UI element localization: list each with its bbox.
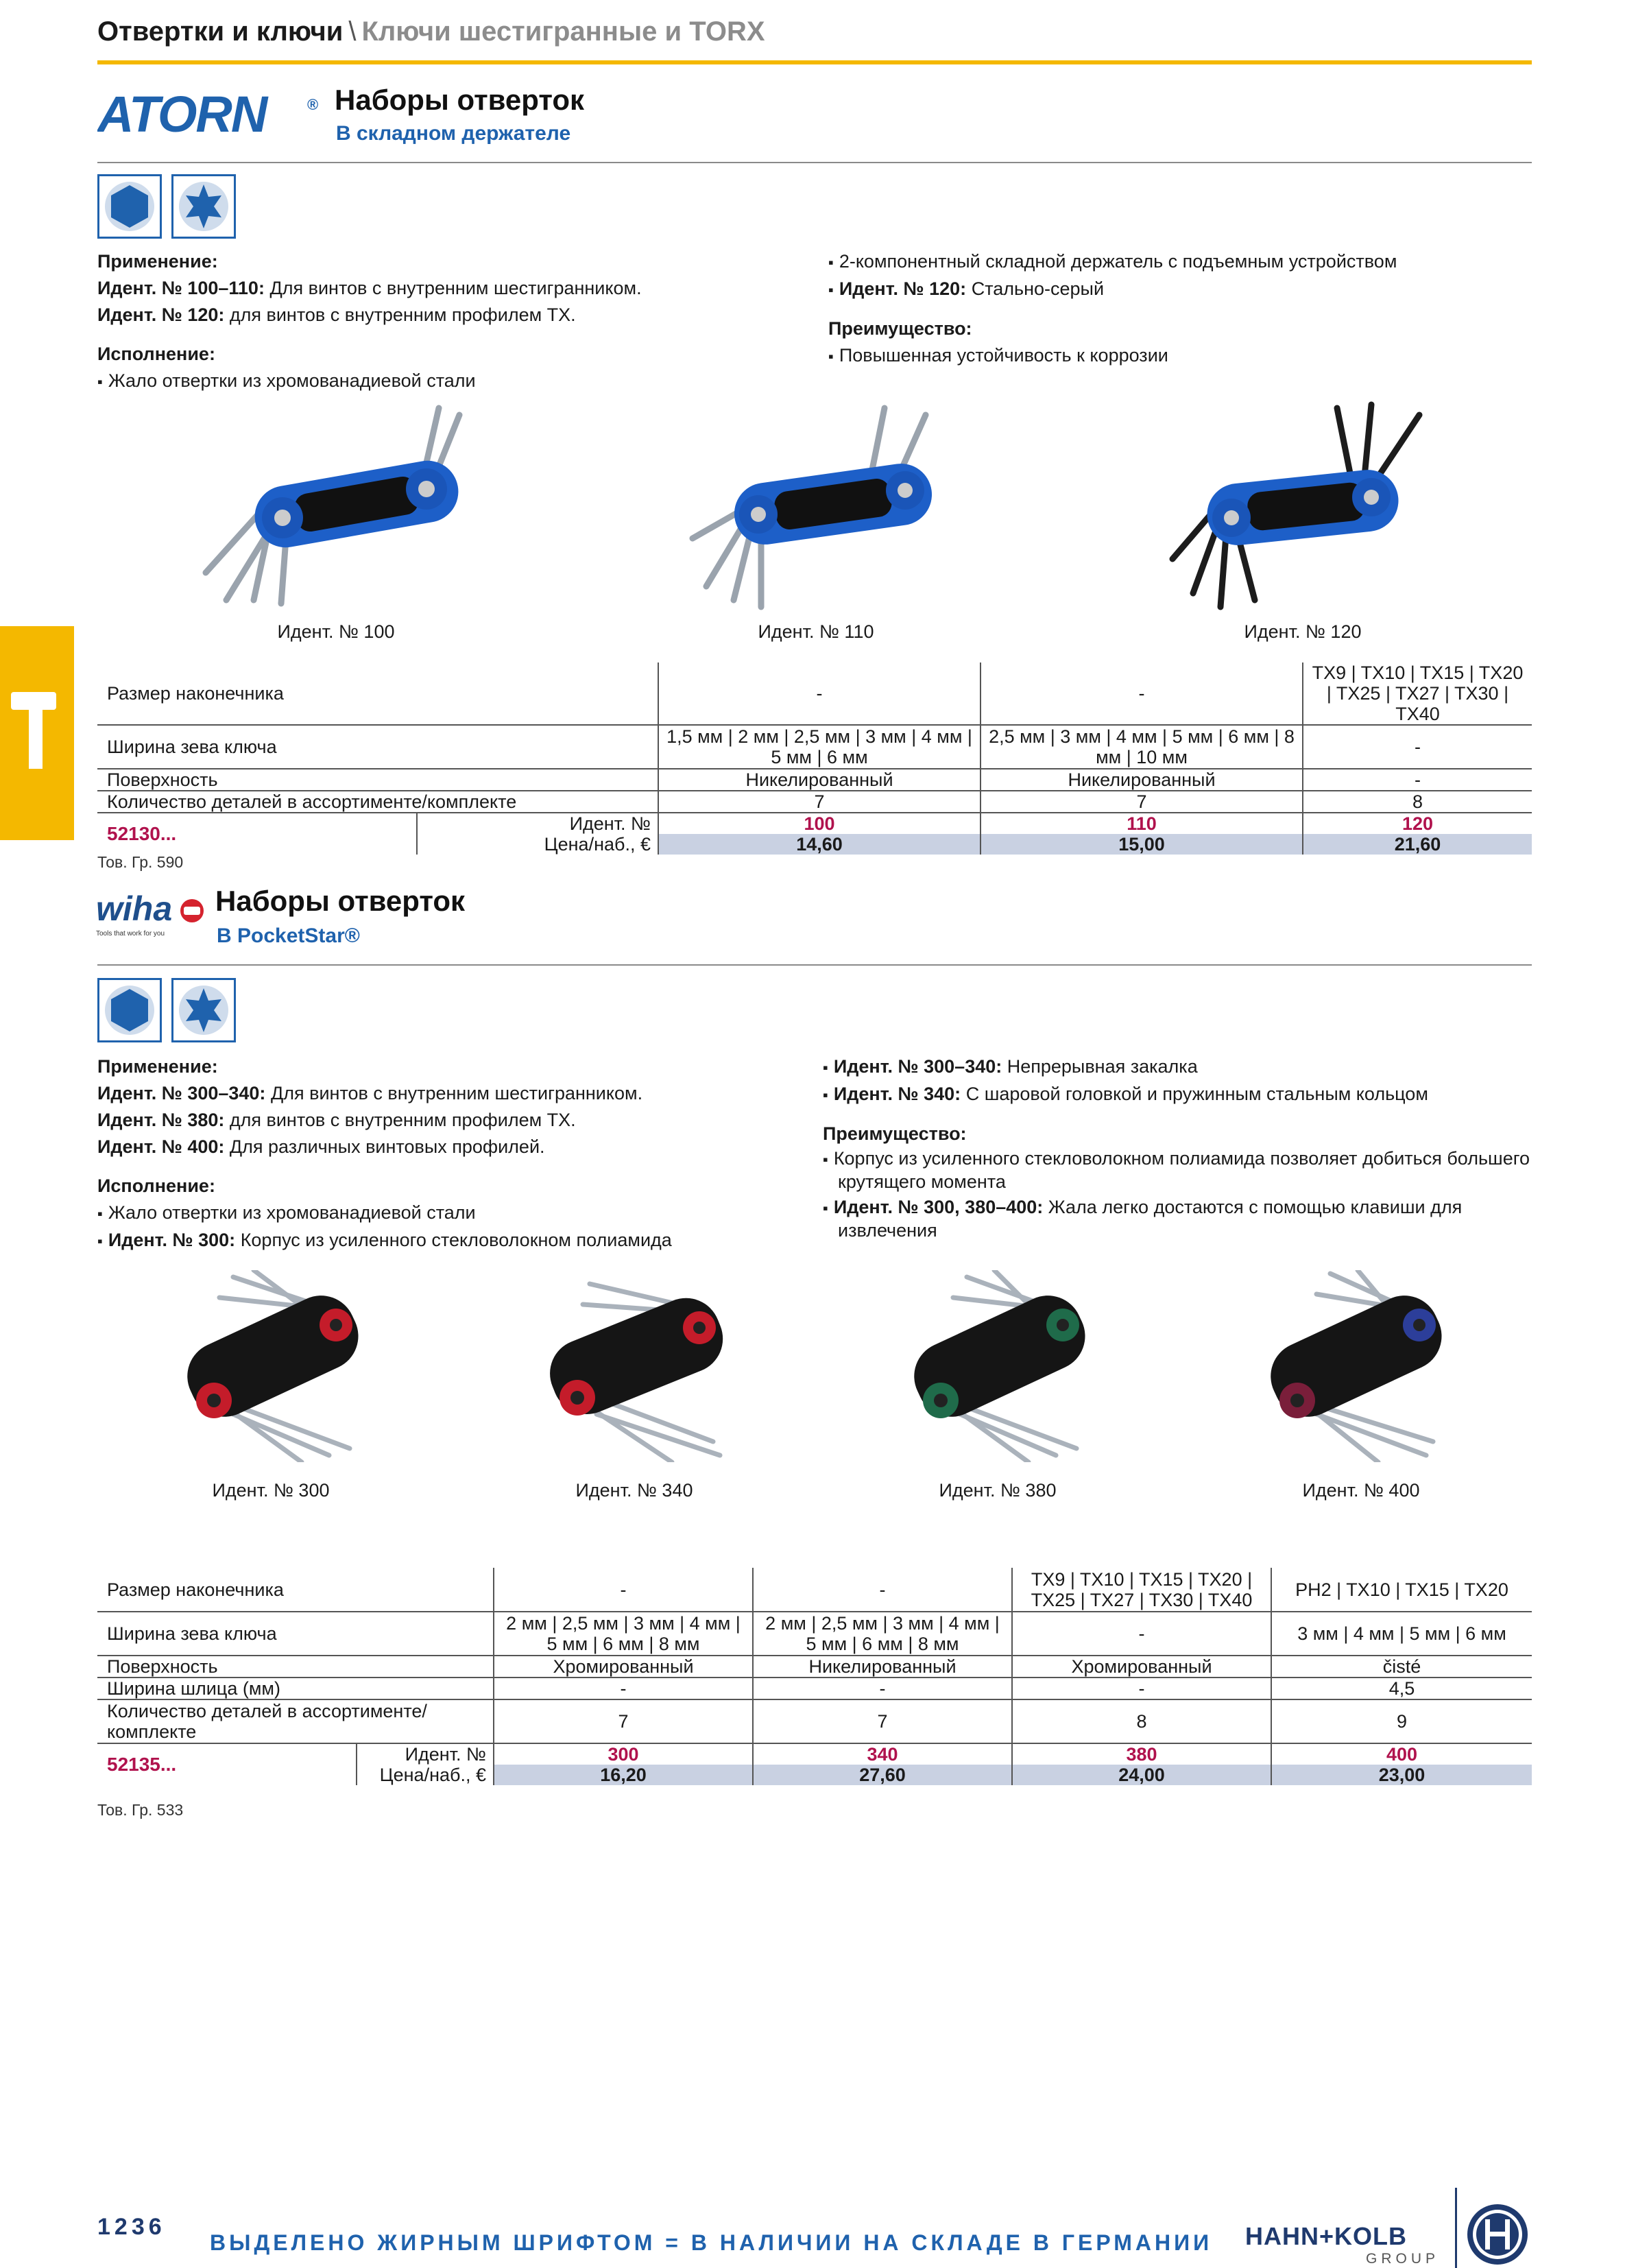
row-label: Количество деталей в ассортименте/комплекте xyxy=(97,791,658,813)
row-label: Размер наконечника xyxy=(97,1568,494,1612)
page-header xyxy=(97,16,765,47)
table-cell: 1,5 мм | 2 мм | 2,5 мм | 3 мм | 4 мм | 5 мм | 6 мм xyxy=(658,725,981,769)
ident-number: 340 xyxy=(753,1743,1012,1765)
table-cell: Никелированный xyxy=(658,769,981,791)
product-photo-380 xyxy=(898,1270,1104,1462)
execution-heading: Исполнение: xyxy=(97,1175,215,1196)
section1-description-right xyxy=(828,248,1535,370)
section2-title: Наборы отверток xyxy=(215,885,466,917)
advantage-bullet: ▪ Корпус из усиленного стекловолокном полиамида позволяет добиться большего крутящего момента xyxy=(823,1147,1533,1193)
atorn-logo-text: ATORN xyxy=(97,91,267,140)
company-name: HAHN+KOLB xyxy=(1245,2222,1408,2250)
product-photo-400 xyxy=(1255,1270,1460,1462)
atorn-registered-mark: ® xyxy=(307,96,319,113)
product-photo-100 xyxy=(178,401,494,614)
table-cell: 3 мм | 4 мм | 5 мм | 6 мм xyxy=(1271,1612,1532,1656)
advantage-heading: Преимущество: xyxy=(823,1123,967,1144)
execution-bullet: ▪ Жало отвертки из хромованадиевой стали xyxy=(97,1199,810,1227)
feature-bullet: ▪ Идент. № 300–340: Непрерывная закалка xyxy=(823,1053,1533,1081)
table-cell: 4,5 xyxy=(1271,1678,1532,1699)
section2-description-left xyxy=(97,1053,810,1254)
photo-caption: Идент. № 400 xyxy=(1302,1480,1420,1501)
row-label: Количество деталей в ассортименте/ комплекте xyxy=(97,1699,494,1743)
ident-number: 120 xyxy=(1303,813,1532,834)
photo-caption: Идент. № 380 xyxy=(939,1480,1057,1501)
feature-bullet: ▪ Идент. № 120: Стально-серый xyxy=(828,276,1535,303)
table-cell: 8 xyxy=(1012,1699,1271,1743)
product-group: Тов. Гр. 533 xyxy=(97,1801,184,1819)
table-row xyxy=(97,1568,1532,1612)
table-cell: 2 мм | 2,5 мм | 3 мм | 4 мм | 5 мм | 6 мм | 8 мм xyxy=(494,1612,753,1656)
section2-subtitle: В PocketStar® xyxy=(217,924,360,947)
application-line: Идент. № 120: для винтов с внутренним профилем TX. xyxy=(97,305,576,325)
photo-caption: Идент. № 300 xyxy=(212,1480,330,1501)
ident-row xyxy=(97,813,1532,834)
product-photo-340 xyxy=(535,1270,741,1462)
atorn-logo xyxy=(97,91,324,140)
table-row xyxy=(97,791,1532,813)
hex-socket-icon xyxy=(97,978,162,1042)
price-value: 27,60 xyxy=(753,1765,1012,1785)
header-divider xyxy=(97,60,1532,64)
ident-number: 400 xyxy=(1271,1743,1532,1765)
table-cell: TX9 | TX10 | TX15 | TX20 | TX25 | TX27 | TX30 | TX40 xyxy=(1303,663,1532,725)
torx-icon xyxy=(171,174,236,239)
photo-caption: Идент. № 340 xyxy=(575,1480,693,1501)
hammer-icon xyxy=(0,626,74,840)
execution-bullet: ▪ Жало отвертки из хромованадиевой стали xyxy=(97,368,810,395)
torx-icon xyxy=(171,978,236,1042)
feature-bullet: ▪ Идент. № 340: С шаровой головкой и пружинным стальным кольцом xyxy=(823,1081,1533,1108)
table-row xyxy=(97,1678,1532,1699)
section2-divider xyxy=(97,964,1532,966)
price-label: Цена/наб., € xyxy=(379,1765,486,1785)
header-category: Отвертки и ключи xyxy=(97,16,344,47)
table-cell: - xyxy=(494,1678,753,1699)
ident-label: Идент. № xyxy=(569,813,651,834)
table-cell: - xyxy=(1303,769,1532,791)
company-group: GROUP xyxy=(1366,2251,1440,2267)
table-cell: 7 xyxy=(981,791,1303,813)
application-heading: Применение: xyxy=(97,251,218,272)
price-value: 16,20 xyxy=(494,1765,753,1785)
ident-number: 380 xyxy=(1012,1743,1271,1765)
section2-description-right xyxy=(823,1053,1533,1242)
price-label: Цена/наб., € xyxy=(544,834,651,855)
price-value: 14,60 xyxy=(658,834,981,855)
ident-label: Идент. № xyxy=(405,1744,486,1765)
application-line: Идент. № 100–110: Для винтов с внутренним шестигранником. xyxy=(97,278,642,298)
header-separator: \ xyxy=(348,16,357,47)
ident-row xyxy=(97,1743,1532,1765)
application-line: Идент. № 400: Для различных винтовых профилей. xyxy=(97,1136,545,1157)
row-label: Ширина зева ключа xyxy=(97,725,658,769)
application-heading: Применение: xyxy=(97,1056,218,1077)
price-value: 23,00 xyxy=(1271,1765,1532,1785)
hahn-kolb-logo-icon xyxy=(1465,2201,1530,2267)
table-row xyxy=(97,1656,1532,1678)
application-line: Идент. № 380: для винтов с внутренним профилем TX. xyxy=(97,1110,576,1130)
table-cell: - xyxy=(1303,725,1532,769)
table-cell: čisté xyxy=(1271,1656,1532,1678)
application-line: Идент. № 300–340: Для винтов с внутренним шестигранником. xyxy=(97,1083,643,1103)
section1-spec-table xyxy=(97,663,1532,855)
execution-heading: Исполнение: xyxy=(97,344,215,364)
category-tab xyxy=(0,626,74,840)
table-cell: - xyxy=(1012,1612,1271,1656)
table-cell: 2 мм | 2,5 мм | 3 мм | 4 мм | 5 мм | 6 мм | 8 мм xyxy=(753,1612,1012,1656)
article-code: 52130... xyxy=(97,813,417,855)
table-row xyxy=(97,1699,1532,1743)
table-cell: 2,5 мм | 3 мм | 4 мм | 5 мм | 6 мм | 8 мм | 10 мм xyxy=(981,725,1303,769)
table-cell: - xyxy=(1012,1678,1271,1699)
row-label: Поверхность xyxy=(97,1656,494,1678)
table-cell: Никелированный xyxy=(753,1656,1012,1678)
ident-number: 100 xyxy=(658,813,981,834)
hex-socket-icon xyxy=(97,174,162,239)
advantage-bullet: ▪ Повышенная устойчивость к коррозии xyxy=(828,342,1535,370)
row-label: Ширина зева ключа xyxy=(97,1612,494,1656)
row-label: Ширина шлица (мм) xyxy=(97,1678,494,1699)
price-value: 15,00 xyxy=(981,834,1303,855)
wiha-logo xyxy=(96,890,206,940)
price-value: 24,00 xyxy=(1012,1765,1271,1785)
execution-bullet: ▪ Идент. № 300: Корпус из усиленного стекловолокном полиамида xyxy=(97,1227,810,1254)
row-label: Поверхность xyxy=(97,769,658,791)
table-cell: 9 xyxy=(1271,1699,1532,1743)
wiha-logo-text: wiha xyxy=(96,890,173,928)
section1-title: Наборы отверток xyxy=(335,84,585,116)
page-number: 1236 xyxy=(97,2214,166,2240)
table-cell: 7 xyxy=(494,1699,753,1743)
table-cell: - xyxy=(658,663,981,725)
table-cell: Хромированный xyxy=(494,1656,753,1678)
row-label: Размер наконечника xyxy=(97,663,658,725)
section1-subtitle: В складном держателе xyxy=(336,122,571,145)
table-cell: - xyxy=(981,663,1303,725)
photo-caption: Идент. № 120 xyxy=(1244,621,1362,642)
table-row xyxy=(97,725,1532,769)
table-cell: PH2 | TX10 | TX15 | TX20 xyxy=(1271,1568,1532,1612)
advantage-bullet: ▪ Идент. № 300, 380–400: Жала легко достаются с помощью клавиши для извлечения xyxy=(823,1196,1533,1242)
ident-number: 300 xyxy=(494,1743,753,1765)
table-cell: TX9 | TX10 | TX15 | TX20 | TX25 | TX27 | TX30 | TX40 xyxy=(1012,1568,1271,1612)
table-cell: Хромированный xyxy=(1012,1656,1271,1678)
table-cell: - xyxy=(753,1568,1012,1612)
table-cell: - xyxy=(753,1678,1012,1699)
table-row xyxy=(97,1612,1532,1656)
price-value: 21,60 xyxy=(1303,834,1532,855)
table-row xyxy=(97,663,1532,725)
section1-description-left xyxy=(97,248,810,395)
footer-divider xyxy=(1455,2188,1457,2268)
ident-number: 110 xyxy=(981,813,1303,834)
table-cell: - xyxy=(494,1568,753,1612)
stock-note: ВЫДЕЛЕНО ЖИРНЫМ ШРИФТОМ = В НАЛИЧИИ НА СКЛАДЕ В ГЕРМАНИИ xyxy=(210,2230,1213,2255)
photo-caption: Идент. № 110 xyxy=(758,621,874,642)
product-photo-120 xyxy=(1166,401,1440,614)
section1-divider xyxy=(97,162,1532,163)
table-cell: Никелированный xyxy=(981,769,1303,791)
table-cell: 7 xyxy=(753,1699,1012,1743)
product-group: Тов. Гр. 590 xyxy=(97,853,184,871)
wiha-tagline: Tools that work for you xyxy=(96,930,165,938)
header-subcategory: Ключи шестигранные и TORX xyxy=(361,16,765,47)
article-code: 52135... xyxy=(97,1743,357,1785)
table-cell: 7 xyxy=(658,791,981,813)
section2-spec-table xyxy=(97,1568,1532,1785)
feature-bullet: ▪ 2-компонентный складной держатель с подъемным устройством xyxy=(828,248,1535,276)
product-photo-110 xyxy=(679,401,967,614)
table-row xyxy=(97,769,1532,791)
product-photo-300 xyxy=(171,1270,377,1462)
table-cell: 8 xyxy=(1303,791,1532,813)
photo-caption: Идент. № 100 xyxy=(277,621,395,642)
advantage-heading: Преимущество: xyxy=(828,318,972,339)
